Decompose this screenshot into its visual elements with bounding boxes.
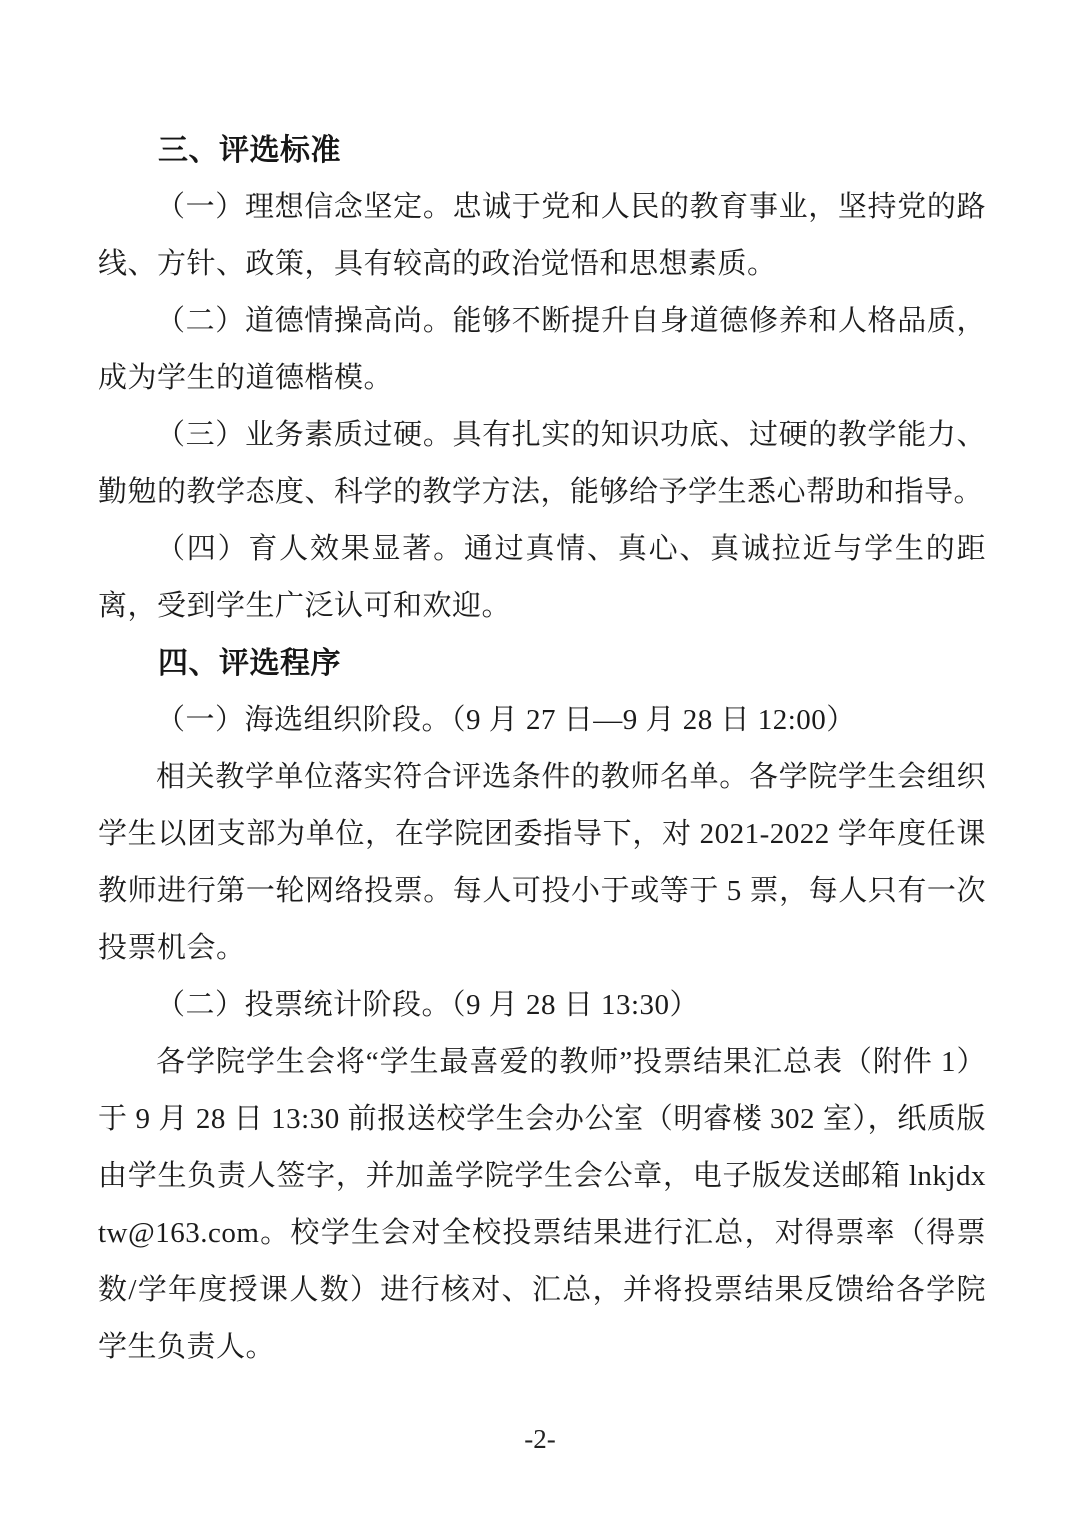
paragraph-criteria-1: （一）理想信念坚定。忠诚于党和人民的教育事业，坚持党的路线、方针、政策，具有较高的政治觉悟和思想素质。 <box>98 191 986 280</box>
paragraph-procedure-stage1-detail: 相关教学单位落实符合评选条件的教师名单。各学院学生会组织学生以团支部为单位，在学院团委指导下，对 2021-2022 学年度任课教师进行第一轮网络投票。每人可投小于或等于 5 票，每人只有一次投票机会。 <box>98 761 986 964</box>
paragraph-criteria-3: （三）业务素质过硬。具有扎实的知识功底、过硬的教学能力、勤勉的教学态度、科学的教学方法，能够给予学生悉心帮助和指导。 <box>98 419 986 508</box>
paragraph-procedure-stage2-detail: 各学院学生会将“学生最喜爱的教师”投票结果汇总表（附件 1）于 9 月 28 日 13:30 前报送校学生会办公室（明睿楼 302 室），纸质版由学生负责人签字，并加盖学院学生会公章，电子版发送邮箱 lnkjdxtw@163.com。校学生会对全校投票结果进行汇总，对得票率（得票数/学年度授课人数）进行核对、汇总，并将投票结果反馈给各学院学生负责人。 <box>98 1046 986 1363</box>
paragraph-procedure-stage1-title: （一）海选组织阶段。（9 月 27 日—9 月 28 日 12:00） <box>156 704 856 736</box>
paragraph-procedure-stage2-title: （二）投票统计阶段。（9 月 28 日 13:30） <box>156 989 700 1021</box>
document-body <box>98 122 986 1376</box>
section-heading-criteria: 三、评选标准 <box>158 134 341 167</box>
section-heading-procedure: 四、评选程序 <box>158 647 341 680</box>
page-number: -2- <box>524 1424 556 1454</box>
paragraph-criteria-4: （四）育人效果显著。通过真情、真心、真诚拉近与学生的距离，受到学生广泛认可和欢迎。 <box>98 533 986 622</box>
paragraph-criteria-2: （二）道德情操高尚。能够不断提升自身道德修养和人格品质，成为学生的道德楷模。 <box>98 305 986 394</box>
